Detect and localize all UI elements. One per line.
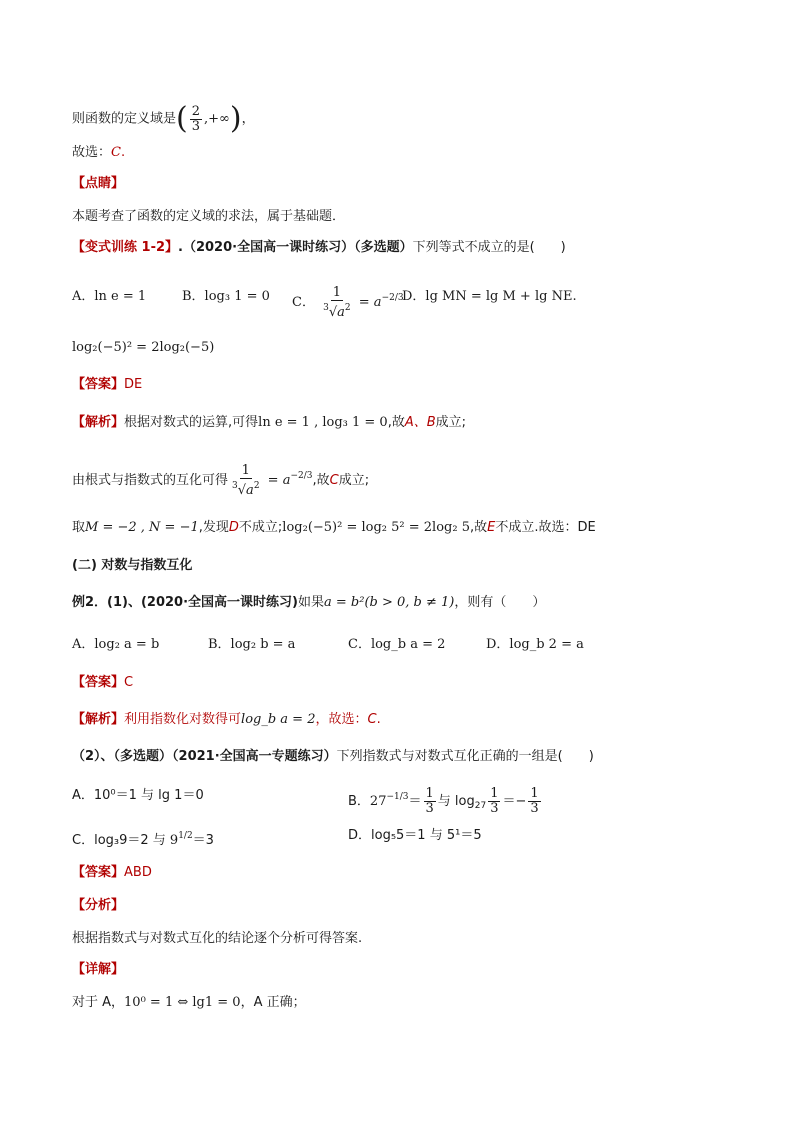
detail-text: 对于 A， (72, 995, 125, 1010)
example-2-question (72, 593, 545, 613)
ex2-option-a: A．log₂ a = b (72, 637, 160, 652)
answer-2-tag: 【答案】 (72, 675, 125, 690)
analysis-3-text-a: 取 (72, 520, 86, 535)
q2-option-c-tail: ＝3 (192, 833, 214, 848)
q2-option-b: B．$27^{-1/3}=$ $\frac{1}{3}$ 与 $\log_{27}$ $\frac{1}{3}$ ＝− $\frac{1}{3}$ (348, 786, 539, 816)
q2-option-b-label: B． (348, 794, 370, 809)
section-heading: (二) 对数与指数互化 (72, 558, 193, 573)
example-2-expr: a = b²(b > 0, b ≠ 1) (324, 595, 455, 610)
analysis-3-expr1: M = −2 , N = −1 (85, 520, 199, 535)
variant-option-a: A．ln e = 1 (72, 289, 147, 304)
analysis-3 (72, 518, 596, 538)
analysis-2-tail-a: ,故 (312, 473, 330, 488)
analysis-3-text-d: ,故 (469, 520, 488, 535)
analysis-2-text: 由根式与指数式的互化可得 (72, 473, 229, 488)
summary-text: 本题考查了函数的定义域的求法，属于基础题． (72, 209, 346, 224)
choose-line (72, 143, 125, 163)
q2-option-d: D．log₅5＝1 与 5¹＝5 (348, 828, 482, 843)
analysis-1-tag: 【解析】 (72, 415, 125, 430)
analysis-ex2-expr: log_b a = 2 (241, 712, 316, 727)
option-c-label: C． (292, 295, 315, 310)
fenxi-text: 根据指数式与对数式互化的结论逐个分析可得答案. (72, 931, 363, 946)
analysis-1-ab: A、B (404, 415, 436, 430)
variant-option-c: C． $\frac{1}{^3√a^2}$ = $a^{-2/3}$ (292, 284, 404, 320)
variant-option-d (402, 287, 577, 307)
ex2-option-b: B．log₂ b = a (208, 637, 296, 652)
detail-expr: 10⁰ = 1 ⇔ lg1 = 0 (124, 995, 241, 1010)
option-d-text: D．lg MN = lg M + lg N (402, 289, 563, 304)
choose-label: 故选： (72, 145, 112, 160)
example-2-tail: ，则有（ ） (454, 595, 546, 610)
q2-option-b-mid: 与 log (437, 794, 475, 809)
q2-option-c-text: C．log₃9＝2 与 (72, 833, 166, 848)
analysis-ex2-tail: ，故选： (315, 712, 368, 727)
ex2-option-c: C．log_b a = 2 (348, 637, 446, 652)
detail-line (72, 993, 306, 1013)
answer-1 (72, 375, 142, 395)
numerator: 2 (191, 103, 201, 119)
answer-2 (72, 673, 133, 693)
example-2-text: 如果 (298, 595, 325, 610)
answer-3-value: ABD (124, 865, 152, 880)
analysis-3-text-e: 不成立.故选：DE (495, 520, 596, 535)
analysis-3-e: E (487, 520, 496, 535)
answer-3-tag: 【答案】 (72, 865, 125, 880)
detail-tail: ，A 正确； (240, 995, 306, 1010)
analysis-ex2-end: . (376, 712, 381, 727)
option-e-label: E. (562, 289, 577, 304)
analysis-2-c: C (329, 473, 339, 488)
infinity-part: ,+∞ (204, 111, 230, 127)
variant-option-b: B．log₃ 1 = 0 (182, 289, 270, 304)
comma: ， (241, 111, 255, 127)
analysis-1-tail-a: ,故 (387, 415, 405, 430)
example-2-label: 例2．(1)、 (72, 595, 141, 610)
analysis-2: 由根式与指数式的互化可得 $\frac{1}{^3√a^2}$ = $a^{-2/3}$,故C成立; (72, 462, 370, 498)
q2-option-c: C．log₃9＝2 与 $9^{1/2}=3$ (72, 831, 214, 848)
variant-question-text: 下列等式不成立的是( ) (412, 240, 566, 255)
q2-label: （2）、（多选题） (72, 749, 173, 764)
answer-3 (72, 863, 152, 883)
analysis-ex2-tag: 【解析】 (72, 712, 125, 727)
analysis-1 (72, 413, 466, 433)
analysis-2-fraction: $\frac{1}{^3√a^2}$ (232, 462, 260, 498)
q2-text: 下列指数式与对数式互化正确的一组是( ) (336, 749, 594, 764)
right-paren: ) (229, 101, 242, 136)
analysis-1-text: 根据对数式的运算,可得 (124, 415, 259, 430)
analysis-3-text-c: 不成立; (238, 520, 283, 535)
variant-tag: 【变式训练 1-2】 (72, 240, 179, 255)
domain-text: 则函数的定义域是 (72, 111, 177, 127)
analysis-ex2-ans: C (367, 712, 377, 727)
ex2-option-d: D．log_b 2 = a (486, 637, 584, 652)
choose-answer: C (111, 145, 121, 160)
left-paren: ( (176, 101, 188, 136)
example-2-source: (2020·全国高一课时练习) (140, 595, 298, 610)
analysis-ex2 (72, 710, 381, 730)
variant-question (72, 238, 566, 258)
dianjing-heading: 【点睛】 (72, 176, 125, 191)
analysis-ex2-text: 利用指数化对数得可 (124, 712, 242, 727)
choose-end: . (120, 145, 126, 160)
fenxi-heading: 【分析】 (72, 898, 125, 913)
domain-line (72, 101, 255, 136)
analysis-1-tail-b: 成立; (435, 415, 467, 430)
denominator: 3 (191, 118, 201, 134)
analysis-2-tail-b: 成立; (338, 473, 370, 488)
option-c-fraction: $\frac{1}{^3√a^2}$ (323, 284, 351, 320)
fraction (190, 105, 202, 134)
analysis-3-expr2: log₂(−5)² = log₂ 5² = 2log₂ 5 (282, 520, 470, 535)
q2-source: （2021·全国高一专题练习） (172, 749, 337, 764)
q2-option-b-eq: ＝− (502, 794, 527, 809)
analysis-3-d: D (228, 520, 239, 535)
variant-option-e-expr: log₂(−5)² = 2log₂(−5) (72, 340, 215, 355)
answer-1-value: DE (124, 377, 143, 392)
answer-1-tag: 【答案】 (72, 377, 125, 392)
analysis-3-text-b: ,发现 (198, 520, 229, 535)
analysis-1-expr: ln e = 1 , log₃ 1 = 0 (258, 415, 388, 430)
variant-source: .（2020·全国高一课时练习）（多选题） (178, 240, 413, 255)
answer-2-value: C (124, 675, 134, 690)
q2-question (72, 747, 594, 767)
xiangjie-heading: 【详解】 (72, 962, 125, 977)
q2-option-a: A．10⁰＝1 与 lg 1＝0 (72, 788, 204, 803)
